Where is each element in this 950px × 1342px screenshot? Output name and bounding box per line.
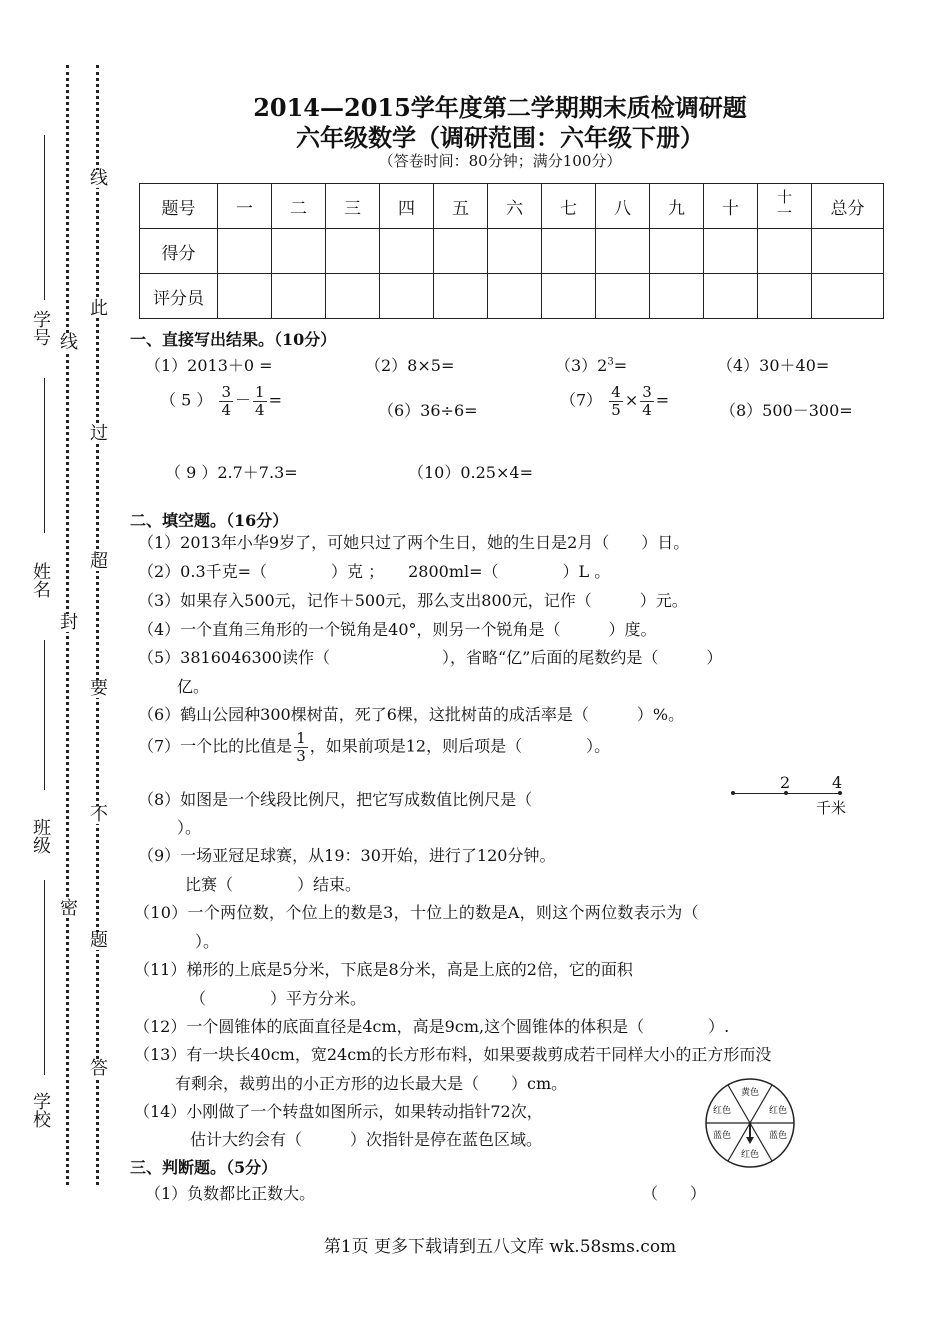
- s1-q7-fraction-2: [640, 384, 654, 418]
- grader-row: [140, 274, 884, 319]
- scale-tick-0: [731, 791, 735, 795]
- grader-cell[interactable]: [596, 274, 650, 319]
- s2-q7-suffix: ，如果前项是12，则后项是（ ）。: [309, 736, 611, 756]
- id-label: 学号: [30, 310, 51, 346]
- section1-heading: 一、直接写出结果。（10分）: [130, 330, 337, 349]
- s1-q5-fraction-1: [219, 384, 233, 418]
- s1-q1: （1）2013＋0 =: [145, 356, 273, 375]
- spinner-figure: [700, 1075, 800, 1171]
- score-cell[interactable]: [272, 229, 326, 274]
- score-table-header-row: [140, 184, 884, 229]
- fraction-denominator: 5: [611, 400, 621, 419]
- fraction-denominator: 3: [296, 746, 306, 765]
- s1-q8: （8）500－300=: [720, 401, 853, 420]
- s1-q4: （4）30＋40=: [717, 356, 830, 375]
- s2-q13-line1: （13）有一块长40cm，宽24cm的长方形布料，如果要裁剪成若干同样大小的正方形而没: [134, 1045, 772, 1064]
- warn-char-5: 要: [90, 678, 108, 699]
- score-cell[interactable]: [704, 229, 758, 274]
- grader-cell[interactable]: [326, 274, 380, 319]
- name-label: 姓名: [30, 562, 51, 598]
- fraction-denominator: 4: [255, 400, 265, 419]
- s1-q5: [160, 384, 282, 418]
- col-10: 十: [704, 184, 758, 229]
- col-2: 二: [272, 184, 326, 229]
- score-cell[interactable]: [758, 229, 812, 274]
- name-line-2: [44, 640, 45, 790]
- s2-q5-line2: 亿。: [177, 677, 210, 696]
- s3-q1: （1）负数都比正数大。: [145, 1184, 316, 1203]
- s2-q7: [138, 730, 610, 764]
- class-label: 班级: [30, 818, 51, 854]
- col-6: 六: [488, 184, 542, 229]
- col-9: 九: [650, 184, 704, 229]
- class-line: [44, 880, 45, 1075]
- col-total: 总分: [812, 184, 884, 229]
- grader-cell[interactable]: [272, 274, 326, 319]
- spinner-pointer-tip: [746, 1137, 754, 1144]
- col-3: 三: [326, 184, 380, 229]
- grader-cell[interactable]: [380, 274, 434, 319]
- s2-q10-line2: ）。: [195, 932, 220, 951]
- fraction-numerator: 3: [221, 383, 231, 401]
- seal-char-1: 线: [60, 332, 78, 353]
- col-7: 七: [542, 184, 596, 229]
- exam-info: （答卷时间：80分钟；满分100分）: [378, 152, 622, 170]
- fraction-denominator: 4: [642, 400, 652, 419]
- exam-subtitle: 六年级数学（调研范围：六年级下册）: [296, 123, 704, 152]
- s2-q13-line2: 有剩余，裁剪出的小正方形的边长最大是（ ）cm。: [175, 1074, 568, 1093]
- s2-q6: （6）鹤山公园种300棵树苗，死了6棵，这批树苗的成活率是（ ）%。: [138, 705, 685, 724]
- fraction-denominator: 4: [221, 400, 231, 419]
- s2-q4: （4）一个直角三角形的一个锐角是40°，则另一个锐角是（ ）度。: [138, 620, 657, 639]
- s2-q11-line2: （ ）平方分米。: [190, 989, 367, 1008]
- s2-q14-line2: 估计大约会有（ ）次指针是停在蓝色区域。: [190, 1130, 543, 1149]
- grader-cell[interactable]: [218, 274, 272, 319]
- times-sign: ×: [624, 390, 639, 410]
- s2-q14-line1: （14）小刚做了一个转盘如图所示，如果转动指针72次，: [134, 1102, 543, 1121]
- scale-label-4: 4: [832, 773, 843, 792]
- scale-label-2: 2: [780, 773, 791, 792]
- s2-q2: （2）0.3千克=（ ）克 ； 2800ml=（ ）L 。: [138, 562, 611, 581]
- s1-q3-suffix: =: [613, 356, 628, 375]
- s2-q8-line1: （8）如图是一个线段比例尺，把它写成数值比例尺是（: [138, 790, 533, 809]
- s2-q7-prefix: （7）一个比的比值是: [138, 736, 293, 756]
- s3-q1-answer-paren[interactable]: （ ）: [642, 1184, 707, 1203]
- page-footer: 第1页 更多下载请到五八文库 wk.58sms.com: [323, 1237, 677, 1257]
- fraction-numerator: 1: [255, 383, 265, 401]
- s1-q3-exponent: 3: [607, 356, 614, 368]
- spinner-label-bottom-left: 蓝色: [712, 1131, 732, 1141]
- s1-q7-fraction-1: [609, 384, 623, 418]
- s2-q1: （1）2013年小华9岁了，可她只过了两个生日，她的生日是2月（ ）日。: [138, 533, 690, 552]
- spinner-label-bottom: 红色: [740, 1150, 760, 1160]
- s1-q10: （10）0.25×4=: [408, 463, 533, 482]
- spinner-label-top-right: 红色: [768, 1106, 788, 1116]
- grader-cell[interactable]: [434, 274, 488, 319]
- row-label-question: 题号: [140, 184, 218, 229]
- spinner-label-bottom-right: 蓝色: [768, 1131, 788, 1141]
- seal-char-2: 封: [60, 612, 78, 633]
- s2-q10-line1: （10）一个两位数，个位上的数是3，十位上的数是A，则这个两位数表示为（: [134, 903, 699, 922]
- grader-cell[interactable]: [758, 274, 812, 319]
- score-cell[interactable]: [326, 229, 380, 274]
- fraction-numerator: 3: [642, 383, 652, 401]
- score-row: [140, 229, 884, 274]
- spinner-label-top-left: 红色: [712, 1106, 732, 1116]
- s1-q7: [560, 384, 669, 418]
- scale-unit: 千米: [816, 799, 847, 817]
- s2-q12: （12）一个圆锥体的底面直径是4cm，高是9cm,这个圆锥体的体积是（ ）.: [134, 1017, 730, 1036]
- s1-q3-prefix: （3）2: [555, 356, 608, 375]
- score-cell[interactable]: [542, 229, 596, 274]
- col-11-label: 十一: [776, 188, 792, 222]
- score-cell[interactable]: [596, 229, 650, 274]
- exam-title: 2014—2015学年度第二学期期末质检调研题: [253, 93, 747, 122]
- col-11: [758, 184, 812, 229]
- col-1: 一: [218, 184, 272, 229]
- col-5: 五: [434, 184, 488, 229]
- seal-char-3: 密: [60, 898, 78, 919]
- score-table: [139, 183, 884, 319]
- col-4: 四: [380, 184, 434, 229]
- warn-char-1: 线: [90, 168, 108, 189]
- s1-q5-prefix: （ 5 ）: [160, 390, 213, 410]
- grader-cell[interactable]: [650, 274, 704, 319]
- grader-cell[interactable]: [488, 274, 542, 319]
- equals-sign: =: [268, 390, 282, 410]
- row-label-grader: 评分员: [140, 274, 218, 319]
- score-cell[interactable]: [650, 229, 704, 274]
- s2-q5-line1: （5）3816046300读作（ ），省略“亿”后面的尾数约是（ ）: [138, 648, 723, 667]
- grader-cell[interactable]: [542, 274, 596, 319]
- warn-char-2: 此: [90, 298, 108, 319]
- grader-cell[interactable]: [812, 274, 884, 319]
- warn-char-3: 过: [90, 423, 108, 444]
- grader-cell[interactable]: [704, 274, 758, 319]
- spinner-label-top: 黄色: [740, 1088, 760, 1098]
- warn-char-7: 题: [90, 930, 108, 951]
- section2-heading: 二、填空题。（16分）: [130, 511, 289, 530]
- score-cell[interactable]: [812, 229, 884, 274]
- s1-q9: （ 9 ）2.7＋7.3=: [165, 463, 298, 482]
- s1-q6: （6）36÷6=: [378, 401, 478, 420]
- seal-dotted-line-outer: [96, 65, 99, 1185]
- scale-bar-figure: [728, 770, 858, 820]
- col-8: 八: [596, 184, 650, 229]
- fraction-numerator: 4: [611, 383, 621, 401]
- s1-q7-prefix: （7）: [560, 390, 603, 410]
- name-line: [44, 378, 45, 533]
- warn-char-4: 超: [90, 551, 108, 572]
- s2-q9-line1: （9）一场亚冠足球赛，从19：30开始，进行了120分钟。: [138, 846, 556, 865]
- equals-sign: =: [655, 390, 670, 410]
- s2-q7-fraction: [294, 730, 308, 764]
- s2-q8-line2: ）。: [177, 818, 202, 837]
- row-label-score: 得分: [140, 229, 218, 274]
- score-cell[interactable]: [434, 229, 488, 274]
- s2-q3: （3）如果存入500元，记作＋500元，那么支出800元，记作（ ）元。: [138, 591, 688, 610]
- warn-char-6: 不: [90, 804, 108, 825]
- s2-q11-line1: （11）梯形的上底是5分米，下底是8分米，高是上底的2倍，它的面积: [134, 960, 633, 979]
- section3-heading: 三、判断题。（5分）: [130, 1158, 278, 1177]
- minus-sign: －: [235, 390, 252, 410]
- s1-q2: （2）8×5=: [365, 356, 455, 375]
- score-cell[interactable]: [218, 229, 272, 274]
- score-cell[interactable]: [380, 229, 434, 274]
- s1-q3: [555, 353, 627, 376]
- score-cell[interactable]: [488, 229, 542, 274]
- s2-q9-line2: 比赛（ ）结束。: [185, 875, 362, 894]
- warn-char-8: 答: [90, 1058, 108, 1079]
- s1-q5-fraction-2: [253, 384, 267, 418]
- school-label: 学校: [30, 1092, 51, 1128]
- fraction-numerator: 1: [296, 729, 306, 747]
